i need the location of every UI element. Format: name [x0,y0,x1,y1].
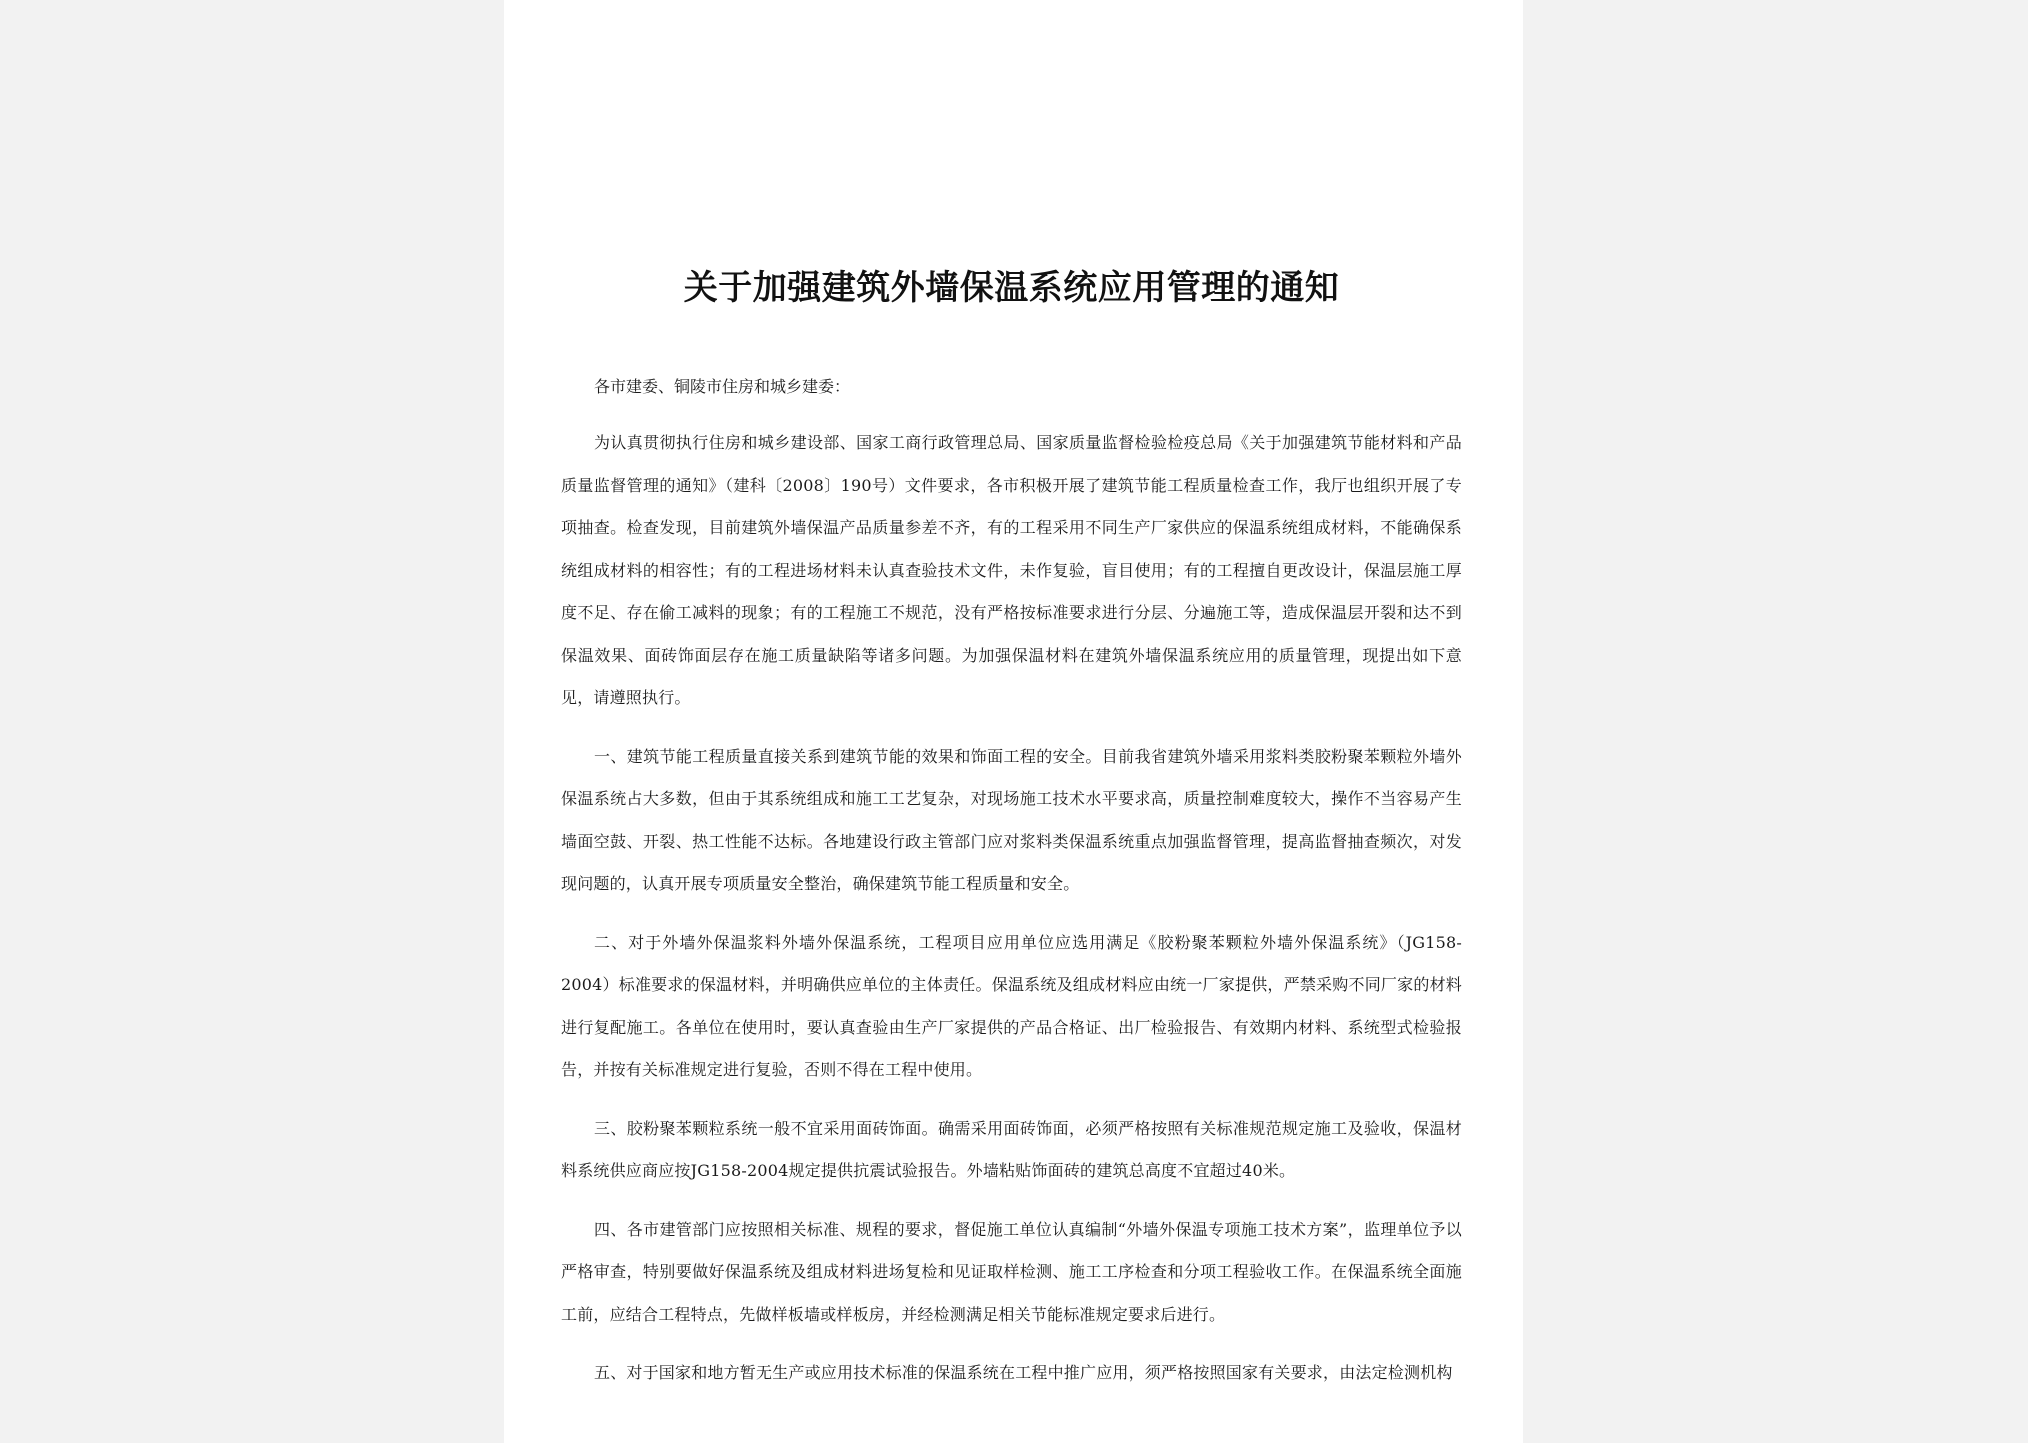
paragraph-item-3: 三、胶粉聚苯颗粒系统一般不宜采用面砖饰面。确需采用面砖饰面，必须严格按照有关标准规范规定施工及验收，保温材料系统供应商应按JG158-2004规定提供抗震试验报告。外墙粘贴饰面砖的建筑总高度不宜超过40米。 [561,1118,1462,1180]
document-title: 关于加强建筑外墙保温系统应用管理的通知 [683,268,1340,308]
salutation: 各市建委、铜陵市住房和城乡建委： [594,377,851,396]
paragraph-item-1: 一、建筑节能工程质量直接关系到建筑节能的效果和饰面工程的安全。目前我省建筑外墙采用浆料类胶粉聚苯颗粒外墙外保温系统占大多数，但由于其系统组成和施工工艺复杂，对现场施工技术水平要求高，质量控制难度较大，操作不当容易产生墙面空鼓、开裂、热工性能不达标。各地建设行政主管部门应对浆料类保温系统重点加强监督管理，提高监督抽查频次，对发现问题的，认真开展专项质量安全整治，确保建筑节能工程质量和安全。 [561,746,1462,893]
paragraph-item-2: 二、对于外墙外保温浆料外墙外保温系统，工程项目应用单位应选用满足《胶粉聚苯颗粒外墙外保温系统》（JG158-2004）标准要求的保温材料，并明确供应单位的主体责任。保温系统及组成材料应由统一厂家提供，严禁采购不同厂家的材料进行复配施工。各单位在使用时，要认真查验由生产厂家提供的产品合格证、出厂检验报告、有效期内材料、系统型式检验报告，并按有关标准规定进行复验，否则不得在工程中使用。 [561,932,1462,1079]
paragraph-intro: 为认真贯彻执行住房和城乡建设部、国家工商行政管理总局、国家质量监督检验检疫总局《关于加强建筑节能材料和产品质量监督管理的通知》（建科〔2008〕190号）文件要求，各市积极开展了建筑节能工程质量检查工作，我厅也组织开展了专项抽查。检查发现，目前建筑外墙保温产品质量参差不齐，有的工程采用不同生产厂家供应的保温系统组成材料，不能确保系统组成材料的相容性；有的工程进场材料未认真查验技术文件，未作复验，盲目使用；有的工程擅自更改设计，保温层施工厚度不足、存在偷工减料的现象；有的工程施工不规范，没有严格按标准要求进行分层、分遍施工等，造成保温层开裂和达不到保温效果、面砖饰面层存在施工质量缺陷等诸多问题。为加强保温材料在建筑外墙保温系统应用的质量管理，现提出如下意见，请遵照执行。 [561,433,1462,707]
paragraph-item-4: 四、各市建管部门应按照相关标准、规程的要求，督促施工单位认真编制“外墙外保温专项施工技术方案”，监理单位予以严格审查，特别要做好保温系统及组成材料进场复检和见证取样检测、施工工序检查和分项工程验收工作。在保温系统全面施工前，应结合工程特点，先做样板墙或样板房，并经检测满足相关节能标准规定要求后进行。 [561,1219,1462,1324]
paragraph-item-5: 五、对于国家和地方暂无生产或应用技术标准的保温系统在工程中推广应用，须严格按照国家有关要求，由法定检测机构 [594,1363,1453,1382]
document-page [504,0,1523,1443]
